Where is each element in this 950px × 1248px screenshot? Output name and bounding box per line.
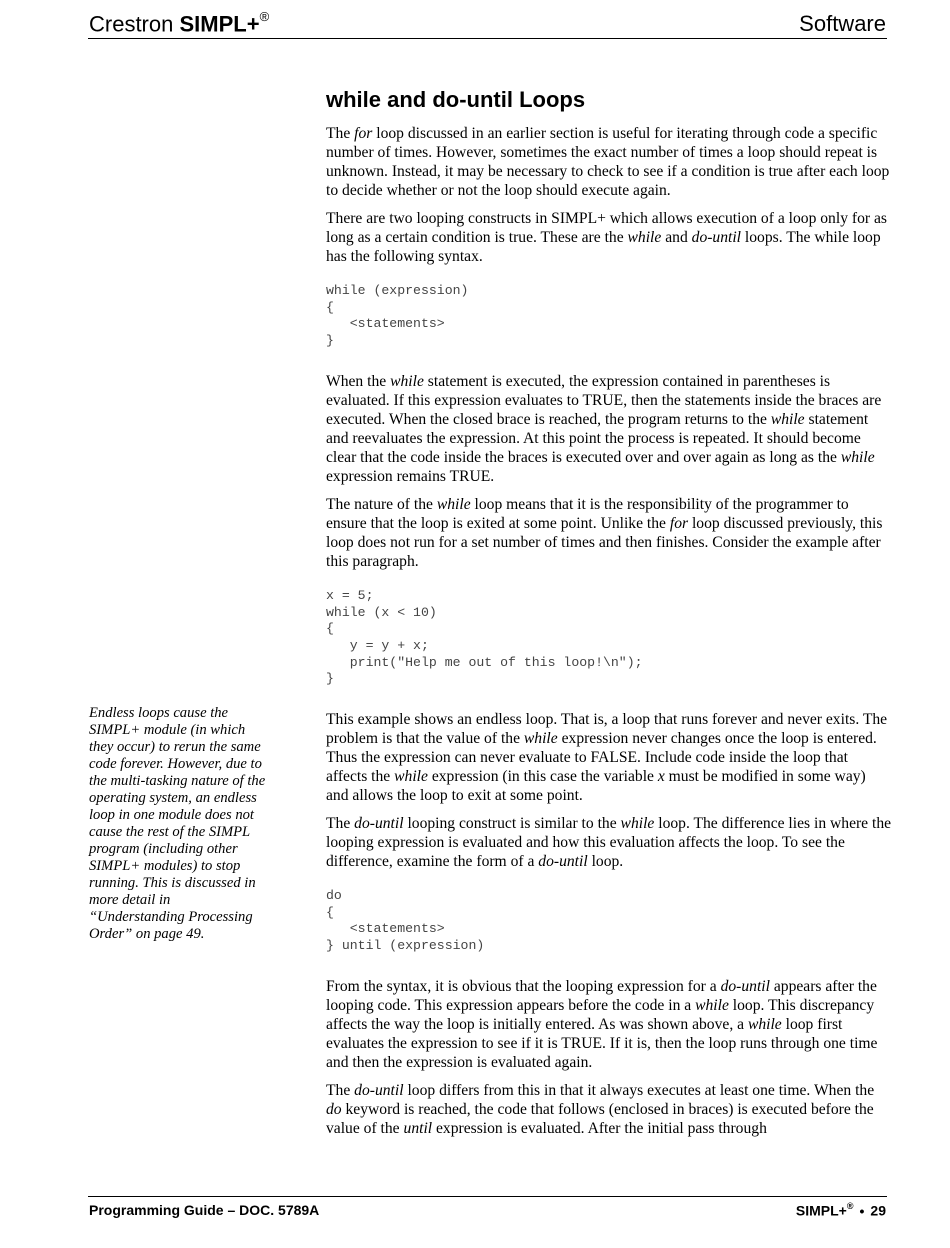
page-number: 29 (870, 1202, 886, 1219)
header-title (89, 11, 269, 37)
paragraph: The for loop discussed in an earlier section is useful for iterating through code a specific number of times. However, sometimes the exact number of times a loop should repeat is unknown. Instead, it may be necessary to check to see if a condition is true after each loop to decide whether or not the loop should execute again. (326, 125, 890, 199)
page-footer (88, 1196, 887, 1221)
code-block-while-syntax: while (expression) { <statements> } (326, 283, 469, 349)
header-registered-mark: ® (259, 9, 270, 24)
footer-bullet: • (859, 1202, 865, 1219)
side-note: Endless loops cause the SIMPL+ module (in which they occur) to rerun the same code forever. However, due to the multi-tasking nature of the operating system, an endless loop in one module does not cause the rest of the SIMPL program (including other SIMPL+ modules) to stop running. This is discussed in more detail in “Understanding Processing Order” on page 49. (89, 705, 266, 942)
paragraph: From the syntax, it is obvious that the looping expression for a do-until appears after the looping code. This expression appears before the code in a while loop. This discrepancy affects the way the loop is initially entered. As was shown above, a while loop first evaluates the expression to see if it is TRUE. If it is, then the loop runs through one time and then the expression is evaluated again. (326, 977, 878, 1071)
paragraph: The do-until loop differs from this in that it always executes at least one time. When the do keyword is reached, the code that follows (enclosed in braces) is executed before the value of the until expression is evaluated. After the initial pass through (326, 1081, 875, 1137)
code-block-endless-loop: x = 5; while (x < 10) { y = y + x; print("Help me out of this loop!\n"); } (326, 587, 643, 687)
paragraph: The nature of the while loop means that it is the responsibility of the programmer to ensure that the loop is exited at some point. Unlike the for loop discussed previously, this loop does not run for a set number of times and then finishes. Consider the example after this paragraph. (326, 495, 883, 570)
footer-product: SIMPL+ (795, 1202, 847, 1219)
paragraph: This example shows an endless loop. That is, a loop that runs forever and never exits. The problem is that the value of the while expression never changes once the loop is entered. Thus the expression can never evaluate to FALSE. Include code inside the loop that affects the while expression (in this case the variable x must be modified in some way) and allows the loop to exit at some point. (326, 711, 888, 805)
main-content (326, 124, 892, 1147)
footer-page-info (796, 1202, 886, 1219)
header-section: Software (799, 11, 886, 36)
code-block-do-until-syntax: do { <statements> } until (expression) (326, 888, 485, 954)
footer-registered-mark: ® (846, 1201, 854, 1211)
header-product: SIMPL+ (179, 11, 260, 37)
paragraph: There are two looping constructs in SIMPL+ which allows execution of a loop only for as long as a certain condition is true. These are the while and do-until loops. The while loop has the following syntax. (326, 210, 887, 265)
footer-document-title: Programming Guide – DOC. 5789A (89, 1202, 320, 1218)
page-title: while and do-until Loops (326, 87, 586, 112)
paragraph: The do-until looping construct is similar to the while loop. The difference lies in where the looping expression is evaluated and how this evaluation affects the loop. To see the difference, examine the form of a do-until loop. (326, 815, 892, 871)
paragraph: When the while statement is executed, the expression contained in parentheses is evaluated. If this expression evaluates to TRUE, then the statements inside the braces are executed. When the closed brace is reached, the program returns to the while statement and reevaluates the expression. At this point the process is repeated. It should become clear that the code inside the braces is executed over and over again as long as the while expression remains TRUE. (326, 372, 882, 485)
header-brand: Crestron (89, 11, 174, 37)
page-header (88, 8, 887, 39)
